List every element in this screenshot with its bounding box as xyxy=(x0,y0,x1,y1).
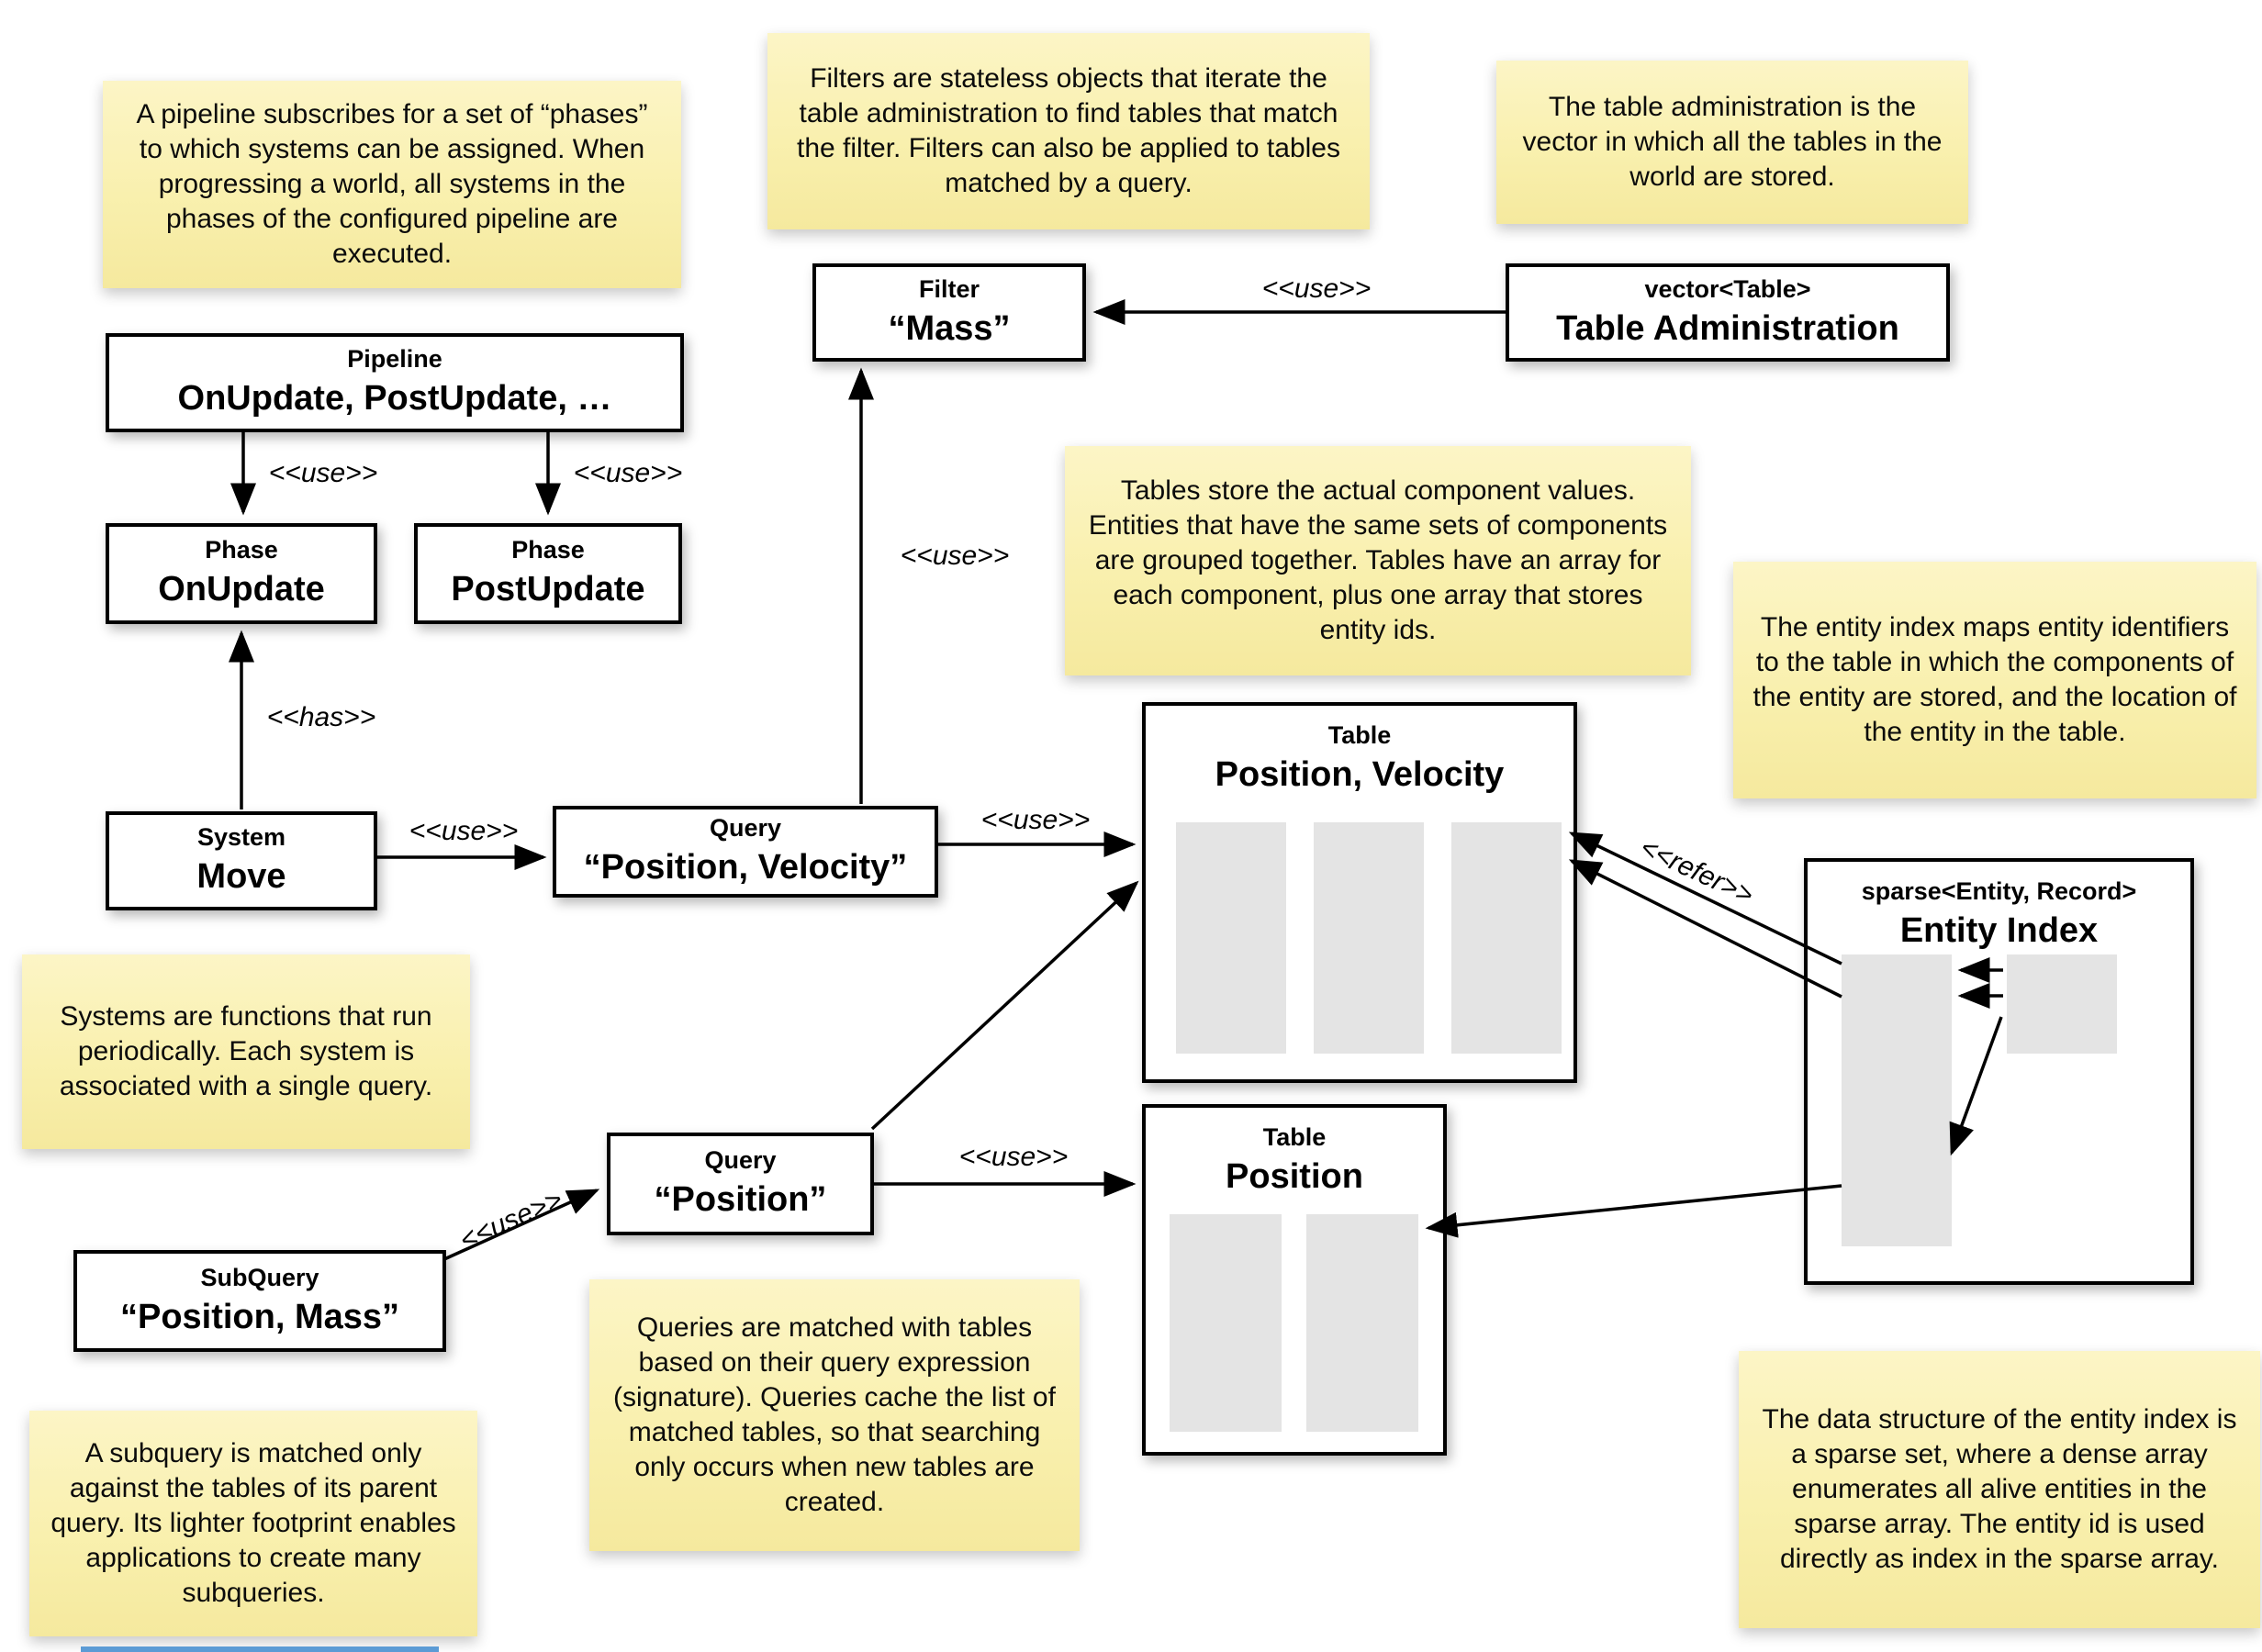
node-query-position-velocity-name: “Position, Velocity” xyxy=(583,848,908,887)
note-queries-text: Queries are matched with tables based on their query expression (signature). Queries cache the list of matched tables, so that searching only occurs when new tables are created. xyxy=(613,1312,1056,1518)
arrow-refer-1 xyxy=(1572,833,1842,964)
node-subquery xyxy=(73,1250,446,1352)
node-system-move-name: Move xyxy=(196,857,286,897)
node-phase-postupdate-name: PostUpdate xyxy=(451,570,645,609)
note-pipeline xyxy=(103,81,681,288)
node-table-position xyxy=(1142,1104,1447,1456)
node-filter-stereotype: Filter xyxy=(918,274,980,303)
note-table-administration xyxy=(1496,61,1968,224)
node-query-position xyxy=(607,1133,874,1235)
node-pipeline xyxy=(106,333,684,432)
node-pipeline-stereotype: Pipeline xyxy=(347,345,442,374)
node-system-move xyxy=(106,811,377,910)
node-phase-onupdate xyxy=(106,523,377,624)
edge-label-use-queryp-tablep: <<use>> xyxy=(958,1142,1069,1172)
arrow-entityindex-tablep xyxy=(1428,1186,1842,1228)
node-phase-postupdate xyxy=(414,523,682,624)
dense-array-bar xyxy=(2007,954,2117,1054)
edge-label-use-system-query: <<use>> xyxy=(409,816,519,846)
arrow-queryp-tablepv xyxy=(872,883,1137,1129)
node-table-position-velocity-stereotype: Table xyxy=(1327,721,1392,749)
node-table-position-velocity-name: Position, Velocity xyxy=(1215,754,1505,794)
sparse-array-bar xyxy=(1842,954,1952,1246)
node-table-position-name: Position xyxy=(1226,1156,1363,1196)
note-entity-index xyxy=(1733,562,2256,798)
node-filter-name: “Mass” xyxy=(888,308,1011,348)
note-tables-text: Tables store the actual component values. Entities that have the same sets of components are grouped together. Tables have an array for each component, plus one array that stores entity ids. xyxy=(1088,474,1668,646)
entity-id-array-bar xyxy=(1451,822,1562,1054)
node-query-position-stereotype: Query xyxy=(704,1146,777,1175)
component-array-bar xyxy=(1314,822,1424,1054)
edge-label-has-system-phase: <<has>> xyxy=(266,702,376,732)
edge-label-use-pipeline-onupdate: <<use>> xyxy=(268,458,378,488)
edge-label-use-query-filter: <<use>> xyxy=(900,541,1010,571)
node-table-position-velocity xyxy=(1142,702,1577,1083)
edge-label-use-tableadmin-filter: <<use>> xyxy=(1261,273,1372,304)
entity-id-array-bar xyxy=(1306,1214,1418,1432)
note-subquery xyxy=(29,1411,477,1636)
node-entity-index-name: Entity Index xyxy=(1899,910,2099,950)
edge-label-use-querypv-tablepv: <<use>> xyxy=(980,805,1091,835)
note-entity-index-text: The entity index maps entity identifiers to the table in which the components of the entity are stored, and the location of the entity in the table. xyxy=(1752,611,2237,748)
bottom-edge-artifact xyxy=(81,1646,439,1652)
note-systems xyxy=(22,954,470,1149)
node-pipeline-name: OnUpdate, PostUpdate, … xyxy=(177,379,612,419)
node-filter xyxy=(812,263,1086,362)
node-entity-index xyxy=(1804,858,2194,1285)
node-table-administration-name: Table Administration xyxy=(1556,308,1899,348)
node-subquery-name: “Position, Mass” xyxy=(119,1297,400,1336)
node-phase-onupdate-name: OnUpdate xyxy=(158,570,325,609)
note-table-administration-text: The table administration is the vector in which all the tables in the world are stored. xyxy=(1522,91,1943,193)
node-query-position-name: “Position” xyxy=(654,1180,827,1220)
edge-label-refer-entityindex-table: <<refer>> xyxy=(1635,832,1758,911)
node-query-position-velocity xyxy=(553,806,938,898)
node-system-move-stereotype: System xyxy=(196,823,286,852)
node-query-position-velocity-stereotype: Query xyxy=(709,814,782,843)
note-pipeline-text: A pipeline subscribes for a set of “phases” to which systems can be assigned. When progressing a world, all systems in the phases of the configured pipeline are executed. xyxy=(136,98,648,270)
note-sparse-set xyxy=(1739,1351,2260,1628)
node-table-administration-stereotype: vector<Table> xyxy=(1644,274,1811,303)
node-subquery-stereotype: SubQuery xyxy=(200,1263,319,1291)
edge-label-use-pipeline-postupdate: <<use>> xyxy=(573,458,683,488)
component-array-bar xyxy=(1176,822,1286,1054)
node-table-administration xyxy=(1506,263,1950,362)
edge-label-use-subquery-query: <<use>> xyxy=(454,1184,567,1256)
node-phase-postupdate-stereotype: Phase xyxy=(511,536,585,564)
note-tables xyxy=(1065,446,1691,675)
note-filters-text: Filters are stateless objects that iterate the table administration to find tables that match the filter. Filters can also be applied to tables matched by a query. xyxy=(796,62,1340,199)
note-subquery-text: A subquery is matched only against the tables of its parent query. Its lighter footprint enables applications to create many subqueries. xyxy=(50,1437,456,1609)
node-table-position-stereotype: Table xyxy=(1262,1123,1327,1151)
note-sparse-set-text: The data structure of the entity index is a sparse set, where a dense array enumerates all alive entities in the sparse array. The entity id is used directly as index in the sparse array. xyxy=(1762,1403,2237,1575)
note-filters xyxy=(767,33,1370,229)
node-entity-index-stereotype: sparse<Entity, Record> xyxy=(1861,877,2137,905)
note-queries xyxy=(589,1279,1080,1551)
node-phase-onupdate-stereotype: Phase xyxy=(205,536,278,564)
component-array-bar xyxy=(1170,1214,1282,1432)
note-systems-text: Systems are functions that run periodically. Each system is associated with a single query. xyxy=(59,1000,433,1102)
